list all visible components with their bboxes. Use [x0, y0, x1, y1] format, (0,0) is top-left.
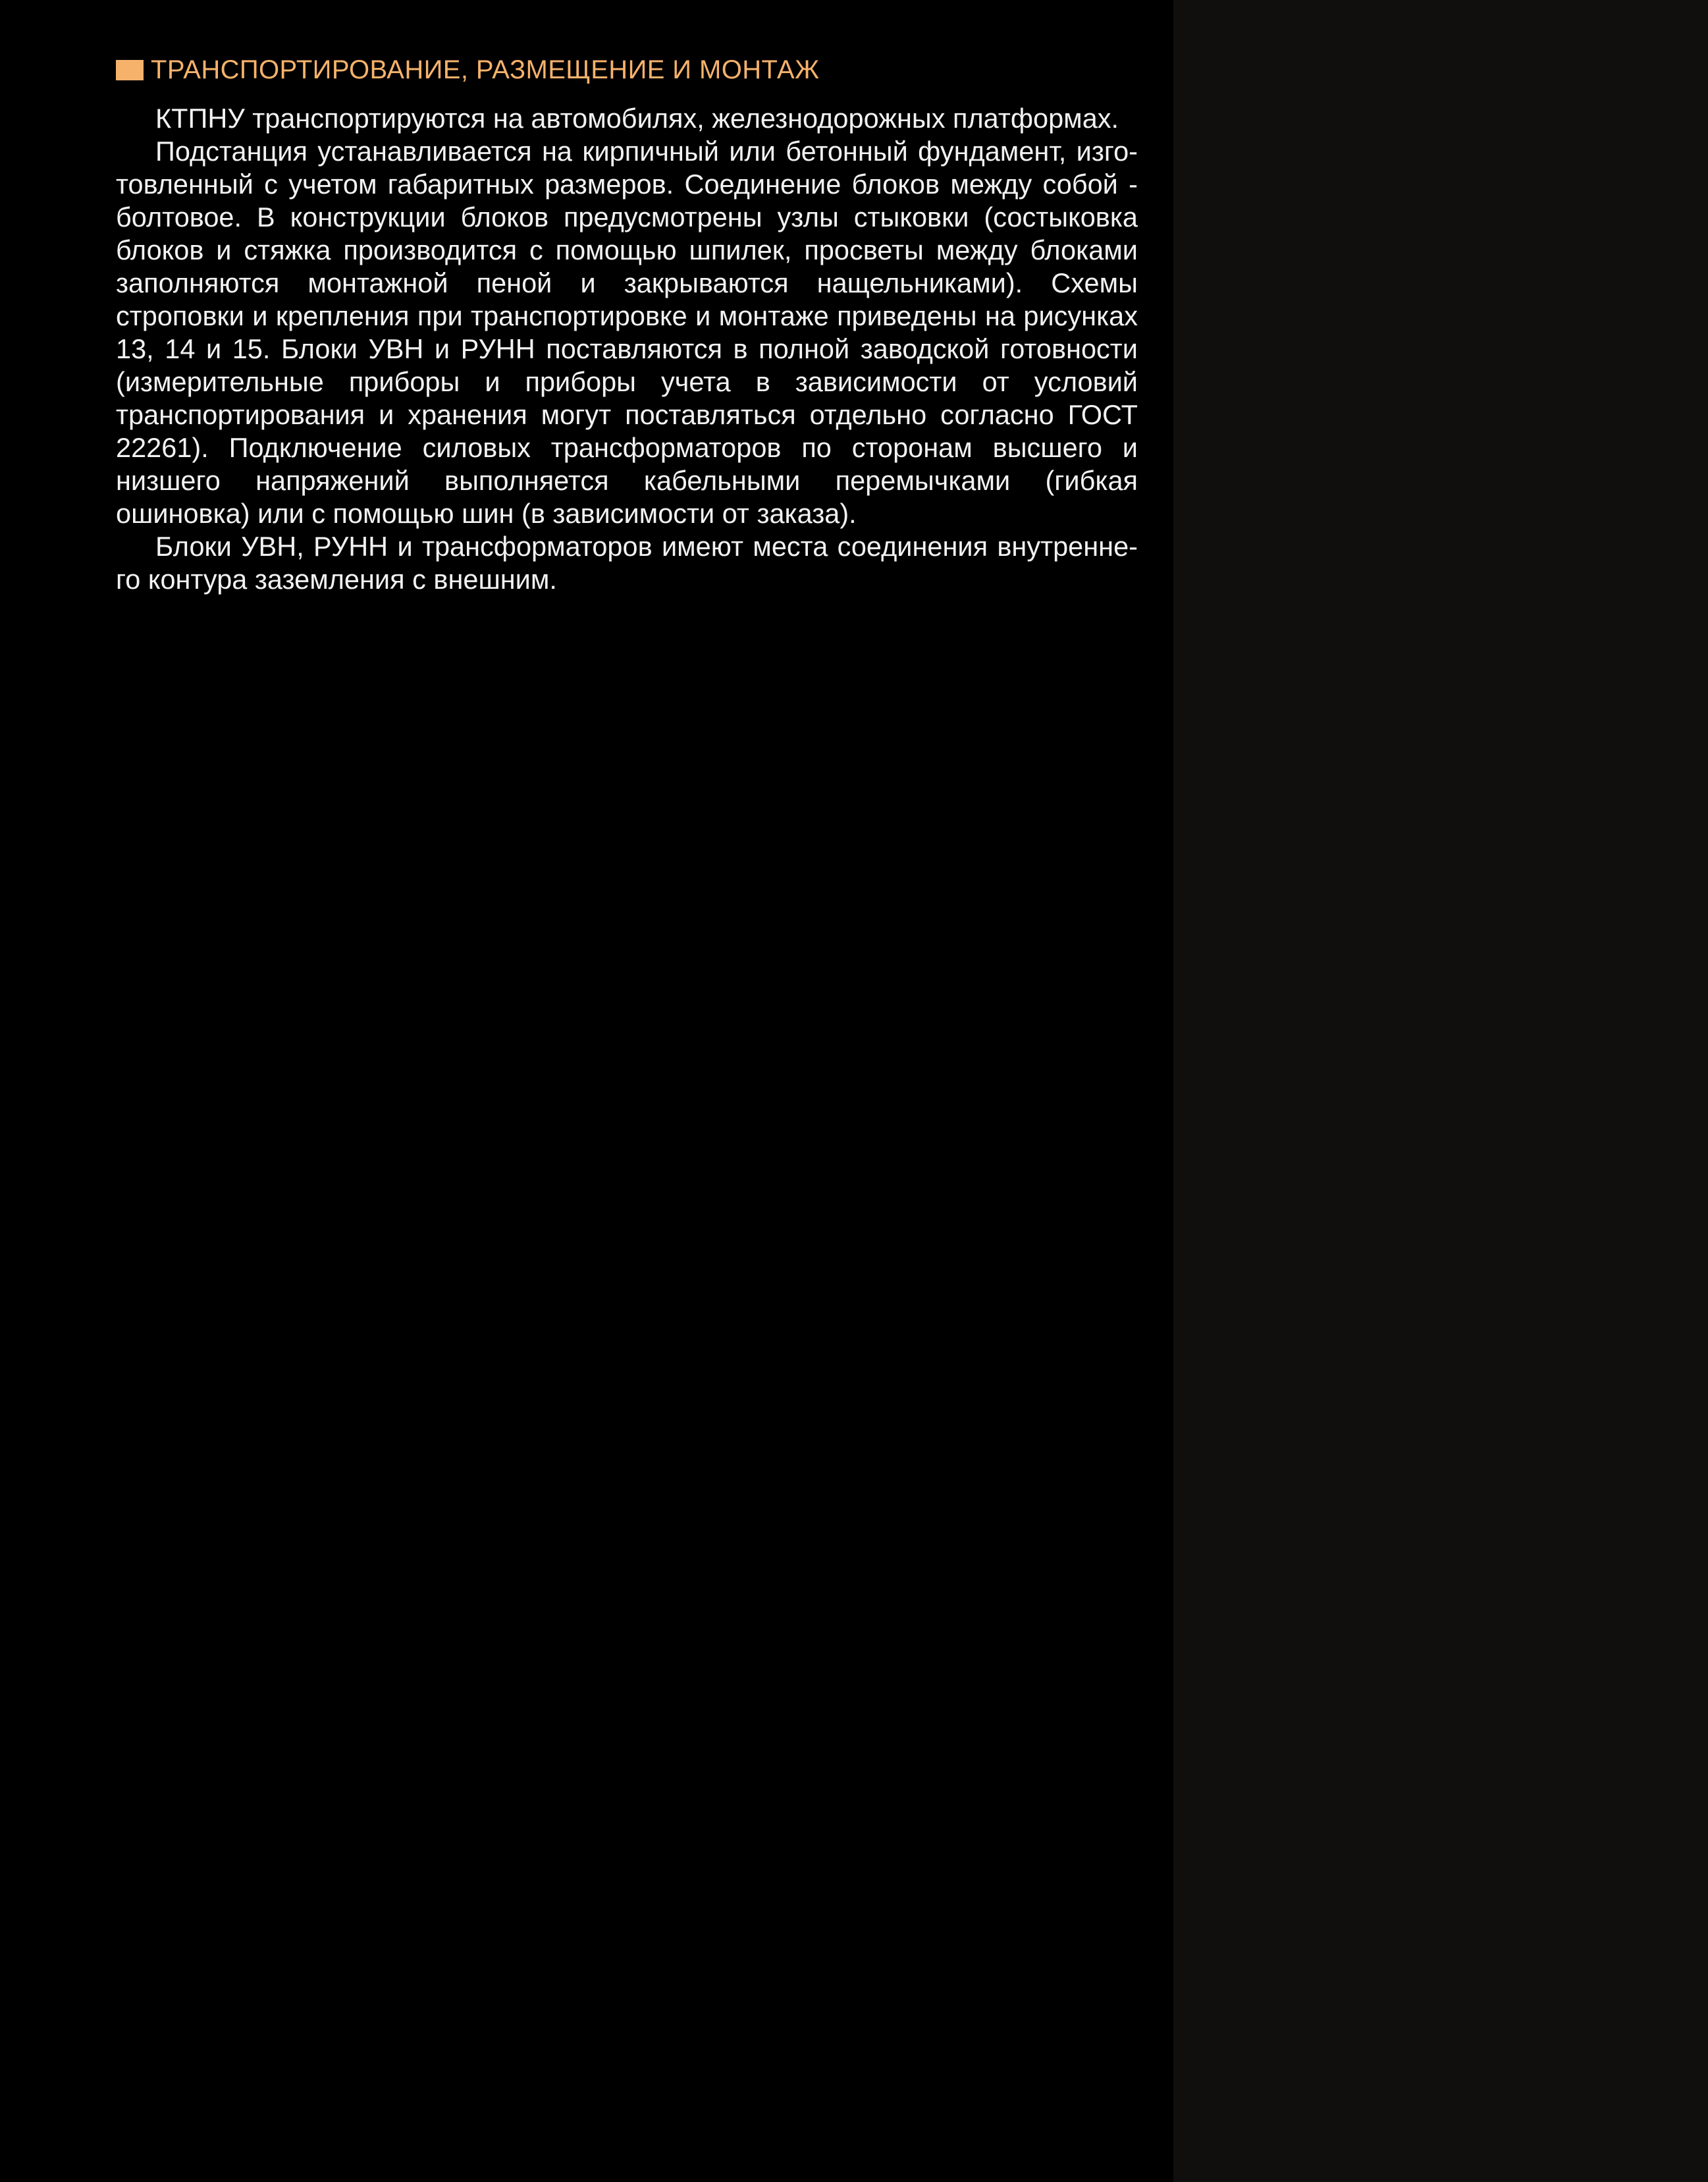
section-body	[116, 102, 1138, 596]
square-bullet-icon	[116, 60, 144, 80]
paragraph-grounding: Блоки УВН, РУНН и трансформаторов имеют места соединения внутреннего контура заземления с внешним.	[116, 531, 1138, 595]
section-title: ТРАНСПОРТИРОВАНИЕ, РАЗМЕЩЕНИЕ И МОНТАЖ	[151, 55, 820, 84]
paragraph-installation: Подстанция устанавливается на кирпичный или бетонный фундамент, изготовленный с учетом габаритных размеров. Соединение блоков между собой - болтовое. В конструкции блоков предусмотрены узлы стыковки (состыковка блоков и стяжка производится с помощью шпилек, просветы между блоками заполняются монтажной пеной и закрываются нащельниками). Схемы строповки и крепления при транспортировке и монтаже приведены на рисунках 13, 14 и 15. Блоки УВН и РУНН поставляются в полной заводской готовности (измерительные приборы и приборы учета в зависимости от условий транспортирования и хранения могут поставляться отдельно согласно ГОСТ 22261). Подключение силовых трансформаторов по сторонам высшего и низшего напряжений выполняется кабельными перемычками (гибкая ошиновка) или с помощью шин (в зависимости от заказа).	[116, 136, 1138, 529]
paragraph-transport: КТПНУ транспортируются на автомобилях, железнодорожных платформах.	[155, 103, 1119, 134]
section-heading	[116, 51, 819, 88]
side-panel	[1173, 0, 1708, 2182]
